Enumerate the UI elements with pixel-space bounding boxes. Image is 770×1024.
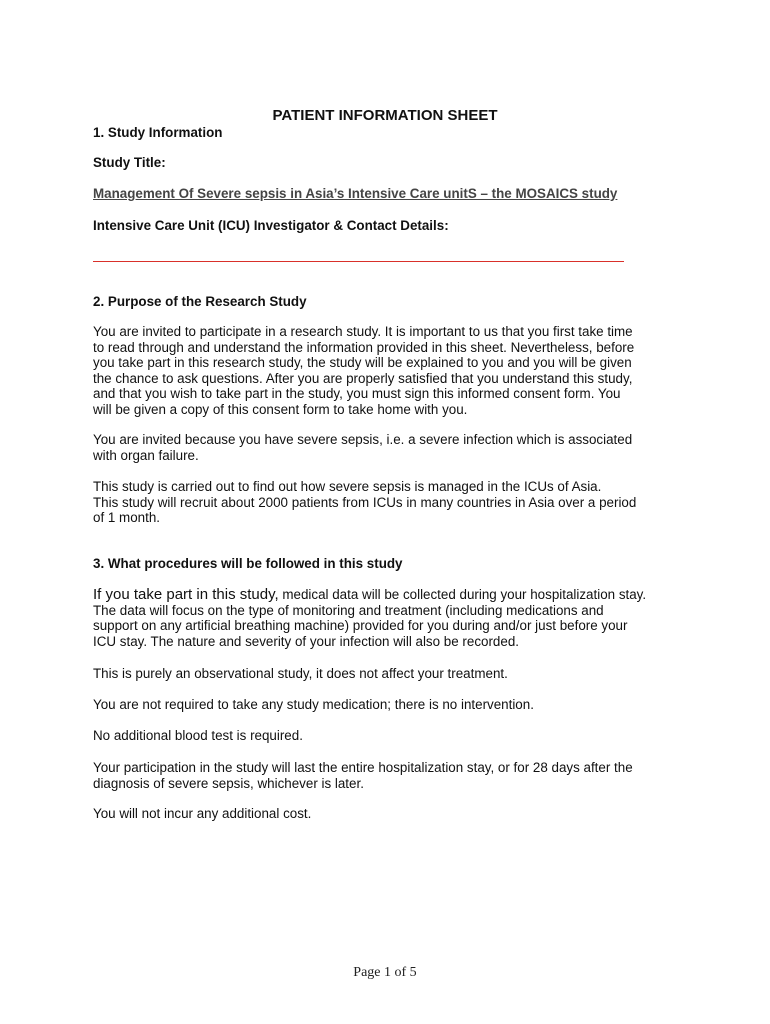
text-line: with organ failure. bbox=[93, 447, 199, 463]
text-line: and that you wish to take part in the study, you must sign this informed consent form. You bbox=[93, 386, 621, 402]
text-line: This study is carried out to find out how severe sepsis is managed in the ICUs of Asia. bbox=[93, 479, 602, 494]
purpose-paragraph-1 bbox=[93, 324, 693, 418]
purpose-paragraph-3 bbox=[93, 479, 693, 526]
duration-paragraph bbox=[93, 760, 693, 791]
text-line: will be given a copy of this consent form to take home with you. bbox=[93, 401, 468, 417]
contact-details-label: Intensive Care Unit (ICU) Investigator & Contact Details: bbox=[93, 218, 449, 233]
text-line: You are invited because you have severe sepsis, i.e. a severe infection which is associated bbox=[93, 432, 633, 447]
purpose-paragraph-2 bbox=[93, 432, 693, 463]
text-line: Your participation in the study will last the entire hospitalization stay, or for 28 days after the bbox=[93, 760, 633, 775]
procedures-paragraph bbox=[93, 587, 693, 649]
text-line: support on any artificial breathing machine) provided for you during and/or just before your bbox=[93, 618, 628, 634]
section3-heading: 3. What procedures will be followed in this study bbox=[93, 556, 403, 571]
document-title: PATIENT INFORMATION SHEET bbox=[272, 107, 498, 124]
intro-lead: If you take part in this study, bbox=[93, 586, 279, 603]
text-line: The data will focus on the type of monitoring and treatment (including medications and bbox=[93, 602, 604, 618]
text-line bbox=[93, 587, 693, 603]
text-line: diagnosis of severe sepsis, whichever is later. bbox=[93, 775, 364, 791]
text-line: you take part in this research study, the study will be explained to you and you will be given bbox=[93, 355, 632, 371]
intro-line-rest: medical data will be collected during your hospitalization stay. bbox=[278, 587, 647, 602]
study-title: Management Of Severe sepsis in Asia’s Intensive Care unitS – the MOSAICS study bbox=[93, 186, 618, 201]
text-line: to read through and understand the information provided in this sheet. Nevertheless, before bbox=[93, 339, 635, 355]
section1-heading: 1. Study Information bbox=[93, 125, 223, 140]
page-number: Page 1 of 5 bbox=[353, 965, 417, 980]
contact-details-blank-line[interactable] bbox=[93, 261, 624, 262]
text-line: of 1 month. bbox=[93, 510, 160, 526]
no-medication-statement: You are not required to take any study medication; there is no intervention. bbox=[93, 697, 534, 712]
text-line: ICU stay. The nature and severity of your infection will also be recorded. bbox=[93, 633, 519, 649]
study-title-label: Study Title: bbox=[93, 155, 166, 170]
text-line: the chance to ask questions. After you are properly satisfied that you understand this study, bbox=[93, 370, 633, 386]
text-line: This study will recruit about 2000 patients from ICUs in many countries in Asia over a period bbox=[93, 494, 637, 510]
section2-heading: 2. Purpose of the Research Study bbox=[93, 294, 307, 309]
observational-statement: This is purely an observational study, it does not affect your treatment. bbox=[93, 666, 508, 681]
no-cost-statement: You will not incur any additional cost. bbox=[93, 806, 312, 821]
text-line: You are invited to participate in a research study. It is important to us that you first take time bbox=[93, 324, 633, 339]
no-blood-test-statement: No additional blood test is required. bbox=[93, 728, 303, 743]
